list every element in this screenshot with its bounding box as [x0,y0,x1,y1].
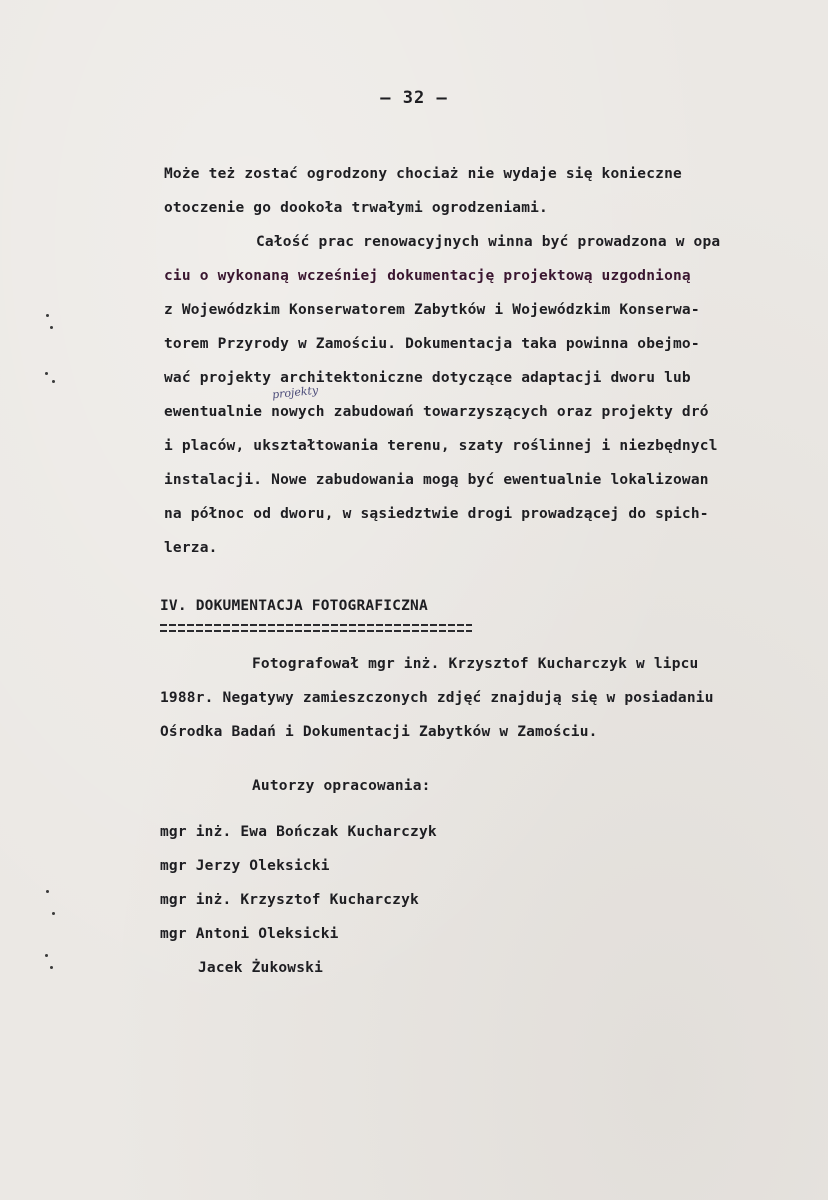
paragraph-line: na północ od dworu, w sąsiedztwie drogi prowadzącej do spich- [164,506,709,522]
paragraph-line: ewentualnie nowych zabudowań towarzyszących oraz projekty dró [164,404,709,420]
margin-speck [45,372,48,375]
author-name: Jacek Żukowski [198,960,324,976]
paragraph-line: wać projekty architektoniczne dotyczące adaptacji dworu lub [164,370,691,386]
paragraph-line: z Wojewódzkim Konserwatorem Zabytków i Wojewódzkim Konserwa- [164,302,700,318]
handwritten-correction: projekty [271,383,319,402]
page-number: – 32 – [380,88,448,108]
margin-speck [46,890,49,893]
paragraph-line: lerza. [164,540,218,556]
heading-underline [160,624,472,632]
margin-speck [46,314,49,317]
paragraph-line: Całość prac renowacyjnych winna być prowadzona w opa [256,234,721,250]
margin-speck [52,380,55,383]
margin-speck [52,912,55,915]
margin-speck [50,326,53,329]
author-name: mgr inż. Ewa Bończak Kucharczyk [160,824,437,840]
author-name: mgr Antoni Oleksicki [160,926,339,942]
paragraph-line: torem Przyrody w Zamościu. Dokumentacja taka powinna obejmo- [164,336,700,352]
section-heading: IV. DOKUMENTACJA FOTOGRAFICZNA [160,598,428,614]
author-name: mgr Jerzy Oleksicki [160,858,330,874]
margin-speck [50,966,53,969]
margin-speck [45,954,48,957]
author-name: mgr inż. Krzysztof Kucharczyk [160,892,419,908]
authors-label: Autorzy opracowania: [252,778,431,794]
paragraph-line: Może też zostać ogrodzony chociaż nie wydaje się konieczne [164,166,682,182]
paragraph-line: instalacji. Nowe zabudowania mogą być ewentualnie lokalizowan [164,472,709,488]
paragraph-line: Ośrodka Badań i Dokumentacji Zabytków w Zamościu. [160,724,598,740]
paragraph-line: otoczenie go dookoła trwałymi ogrodzeniami. [164,200,548,216]
paragraph-line: Fotografował mgr inż. Krzysztof Kucharczyk w lipcu [252,656,699,672]
paragraph-line: 1988r. Negatywy zamieszczonych zdjęć znajdują się w posiadaniu [160,690,714,706]
paragraph-line: i placów, ukształtowania terenu, szaty roślinnej i niezbędnycl [164,438,718,454]
paragraph-line: ciu o wykonaną wcześniej dokumentację projektową uzgodnioną [164,268,691,284]
